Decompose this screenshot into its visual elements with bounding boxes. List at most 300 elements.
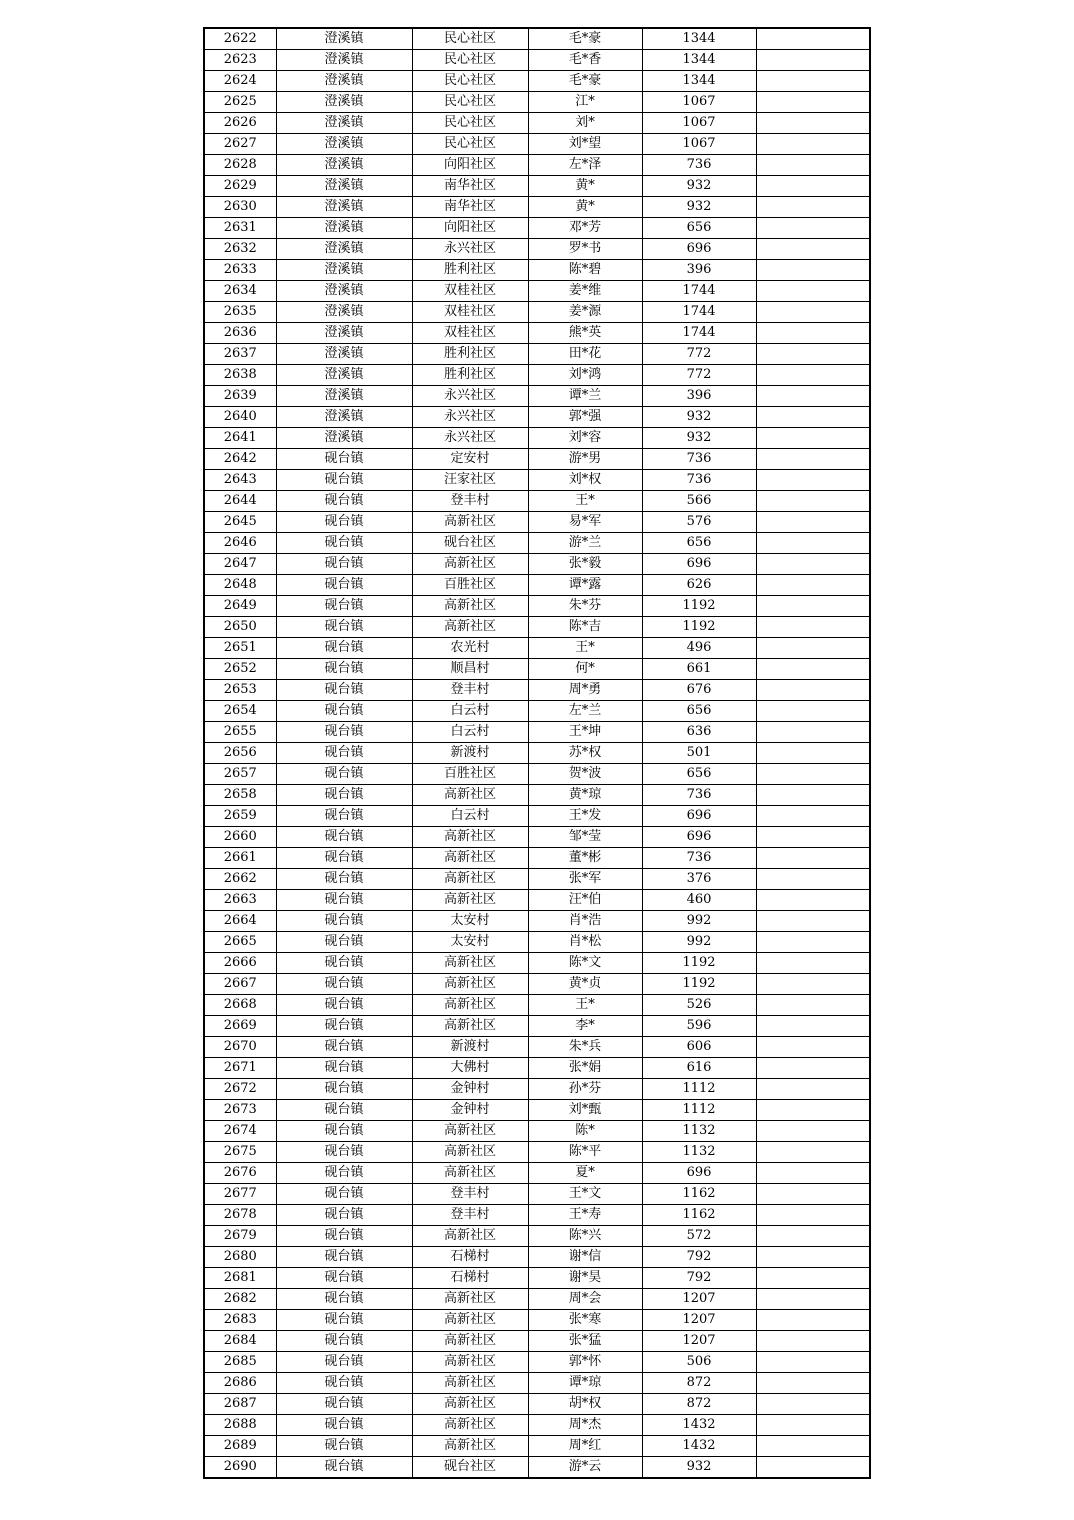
name-cell: 张*寒 — [528, 1310, 642, 1331]
row-number-cell: 2651 — [204, 638, 276, 659]
town-cell: 砚台镇 — [276, 1037, 412, 1058]
row-number-cell: 2623 — [204, 50, 276, 71]
name-cell: 郭*怀 — [528, 1352, 642, 1373]
amount-cell: 656 — [642, 533, 756, 554]
amount-cell: 792 — [642, 1247, 756, 1268]
note-cell — [756, 260, 870, 281]
name-cell: 谭*琼 — [528, 1373, 642, 1394]
table-row — [204, 28, 870, 50]
amount-cell: 932 — [642, 176, 756, 197]
town-cell: 澄溪镇 — [276, 302, 412, 323]
amount-cell: 496 — [642, 638, 756, 659]
amount-cell: 576 — [642, 512, 756, 533]
note-cell — [756, 176, 870, 197]
note-cell — [756, 1163, 870, 1184]
community-cell: 高新社区 — [412, 1373, 528, 1394]
community-cell: 高新社区 — [412, 596, 528, 617]
amount-cell: 932 — [642, 197, 756, 218]
table-row — [204, 155, 870, 176]
amount-cell: 596 — [642, 1016, 756, 1037]
note-cell — [756, 890, 870, 911]
table-row — [204, 1268, 870, 1289]
community-cell: 农光村 — [412, 638, 528, 659]
table-row — [204, 1100, 870, 1121]
amount-cell: 1432 — [642, 1436, 756, 1457]
table-row — [204, 1163, 870, 1184]
note-cell — [756, 365, 870, 386]
community-cell: 新渡村 — [412, 743, 528, 764]
town-cell: 澄溪镇 — [276, 113, 412, 134]
name-cell: 陈*文 — [528, 953, 642, 974]
note-cell — [756, 1226, 870, 1247]
community-cell: 向阳社区 — [412, 218, 528, 239]
name-cell: 邹*莹 — [528, 827, 642, 848]
name-cell: 董*彬 — [528, 848, 642, 869]
town-cell: 澄溪镇 — [276, 28, 412, 50]
note-cell — [756, 659, 870, 680]
town-cell: 澄溪镇 — [276, 260, 412, 281]
amount-cell: 1432 — [642, 1415, 756, 1436]
row-number-cell: 2653 — [204, 680, 276, 701]
name-cell: 毛*豪 — [528, 71, 642, 92]
amount-cell: 626 — [642, 575, 756, 596]
table-row — [204, 386, 870, 407]
name-cell: 朱*芬 — [528, 596, 642, 617]
table-row — [204, 1121, 870, 1142]
town-cell: 澄溪镇 — [276, 197, 412, 218]
row-number-cell: 2661 — [204, 848, 276, 869]
amount-cell: 1192 — [642, 974, 756, 995]
note-cell — [756, 638, 870, 659]
note-cell — [756, 28, 870, 50]
community-cell: 新渡村 — [412, 1037, 528, 1058]
table-row — [204, 449, 870, 470]
amount-cell: 1192 — [642, 953, 756, 974]
town-cell: 澄溪镇 — [276, 386, 412, 407]
table-row — [204, 1415, 870, 1436]
name-cell: 张*军 — [528, 869, 642, 890]
note-cell — [756, 1058, 870, 1079]
note-cell — [756, 554, 870, 575]
name-cell: 苏*权 — [528, 743, 642, 764]
row-number-cell: 2685 — [204, 1352, 276, 1373]
name-cell: 江* — [528, 92, 642, 113]
note-cell — [756, 281, 870, 302]
community-cell: 民心社区 — [412, 113, 528, 134]
name-cell: 罗*书 — [528, 239, 642, 260]
table-row — [204, 1247, 870, 1268]
note-cell — [756, 995, 870, 1016]
row-number-cell: 2687 — [204, 1394, 276, 1415]
table-row — [204, 1205, 870, 1226]
amount-cell: 1162 — [642, 1205, 756, 1226]
name-cell: 陈*吉 — [528, 617, 642, 638]
table-row — [204, 260, 870, 281]
table-row — [204, 92, 870, 113]
town-cell: 澄溪镇 — [276, 365, 412, 386]
name-cell: 游*男 — [528, 449, 642, 470]
row-number-cell: 2644 — [204, 491, 276, 512]
town-cell: 砚台镇 — [276, 1436, 412, 1457]
note-cell — [756, 1352, 870, 1373]
name-cell: 郭*强 — [528, 407, 642, 428]
table-row — [204, 869, 870, 890]
note-cell — [756, 113, 870, 134]
amount-cell: 1207 — [642, 1310, 756, 1331]
town-cell: 砚台镇 — [276, 995, 412, 1016]
table-row — [204, 659, 870, 680]
note-cell — [756, 92, 870, 113]
row-number-cell: 2637 — [204, 344, 276, 365]
row-number-cell: 2652 — [204, 659, 276, 680]
community-cell: 高新社区 — [412, 785, 528, 806]
row-number-cell: 2636 — [204, 323, 276, 344]
row-number-cell: 2672 — [204, 1079, 276, 1100]
community-cell: 石梯村 — [412, 1247, 528, 1268]
note-cell — [756, 386, 870, 407]
row-number-cell: 2690 — [204, 1457, 276, 1479]
note-cell — [756, 575, 870, 596]
town-cell: 砚台镇 — [276, 1058, 412, 1079]
community-cell: 高新社区 — [412, 1310, 528, 1331]
community-cell: 高新社区 — [412, 827, 528, 848]
table-row — [204, 554, 870, 575]
town-cell: 砚台镇 — [276, 1331, 412, 1352]
note-cell — [756, 533, 870, 554]
community-cell: 登丰村 — [412, 1205, 528, 1226]
amount-cell: 1162 — [642, 1184, 756, 1205]
name-cell: 王*文 — [528, 1184, 642, 1205]
table-row — [204, 974, 870, 995]
community-cell: 民心社区 — [412, 50, 528, 71]
community-cell: 胜利社区 — [412, 365, 528, 386]
table-row — [204, 323, 870, 344]
note-cell — [756, 1079, 870, 1100]
town-cell: 澄溪镇 — [276, 71, 412, 92]
amount-cell: 501 — [642, 743, 756, 764]
community-cell: 永兴社区 — [412, 386, 528, 407]
name-cell: 熊*英 — [528, 323, 642, 344]
town-cell: 砚台镇 — [276, 701, 412, 722]
note-cell — [756, 407, 870, 428]
town-cell: 砚台镇 — [276, 848, 412, 869]
name-cell: 邓*芳 — [528, 218, 642, 239]
community-cell: 高新社区 — [412, 1226, 528, 1247]
amount-cell: 1344 — [642, 50, 756, 71]
community-cell: 百胜社区 — [412, 575, 528, 596]
name-cell: 黄* — [528, 197, 642, 218]
amount-cell: 932 — [642, 407, 756, 428]
community-cell: 高新社区 — [412, 1289, 528, 1310]
name-cell: 黄* — [528, 176, 642, 197]
town-cell: 砚台镇 — [276, 554, 412, 575]
note-cell — [756, 1205, 870, 1226]
community-cell: 高新社区 — [412, 869, 528, 890]
note-cell — [756, 197, 870, 218]
community-cell: 高新社区 — [412, 1163, 528, 1184]
note-cell — [756, 134, 870, 155]
town-cell: 砚台镇 — [276, 1373, 412, 1394]
row-number-cell: 2681 — [204, 1268, 276, 1289]
row-number-cell: 2643 — [204, 470, 276, 491]
amount-cell: 1207 — [642, 1331, 756, 1352]
table-row — [204, 1142, 870, 1163]
note-cell — [756, 911, 870, 932]
row-number-cell: 2629 — [204, 176, 276, 197]
name-cell: 谢*昊 — [528, 1268, 642, 1289]
town-cell: 砚台镇 — [276, 1457, 412, 1479]
community-cell: 高新社区 — [412, 1415, 528, 1436]
note-cell — [756, 449, 870, 470]
name-cell: 刘* — [528, 113, 642, 134]
row-number-cell: 2635 — [204, 302, 276, 323]
name-cell: 黄*琼 — [528, 785, 642, 806]
note-cell — [756, 1016, 870, 1037]
note-cell — [756, 743, 870, 764]
table-row — [204, 722, 870, 743]
amount-cell: 772 — [642, 365, 756, 386]
table-row — [204, 827, 870, 848]
table-row — [204, 848, 870, 869]
note-cell — [756, 680, 870, 701]
amount-cell: 696 — [642, 554, 756, 575]
town-cell: 砚台镇 — [276, 659, 412, 680]
name-cell: 左*兰 — [528, 701, 642, 722]
note-cell — [756, 869, 870, 890]
town-cell: 砚台镇 — [276, 869, 412, 890]
community-cell: 百胜社区 — [412, 764, 528, 785]
table-row — [204, 470, 870, 491]
town-cell: 澄溪镇 — [276, 50, 412, 71]
row-number-cell: 2679 — [204, 1226, 276, 1247]
row-number-cell: 2684 — [204, 1331, 276, 1352]
town-cell: 砚台镇 — [276, 638, 412, 659]
table-row — [204, 71, 870, 92]
town-cell: 砚台镇 — [276, 1121, 412, 1142]
community-cell: 高新社区 — [412, 953, 528, 974]
table-row — [204, 176, 870, 197]
town-cell: 澄溪镇 — [276, 428, 412, 449]
note-cell — [756, 512, 870, 533]
row-number-cell: 2677 — [204, 1184, 276, 1205]
amount-cell: 656 — [642, 218, 756, 239]
community-cell: 民心社区 — [412, 71, 528, 92]
table-row — [204, 1184, 870, 1205]
community-cell: 高新社区 — [412, 890, 528, 911]
name-cell: 张*毅 — [528, 554, 642, 575]
amount-cell: 1744 — [642, 302, 756, 323]
amount-cell: 1132 — [642, 1142, 756, 1163]
amount-cell: 736 — [642, 785, 756, 806]
table-row — [204, 197, 870, 218]
community-cell: 民心社区 — [412, 28, 528, 50]
name-cell: 刘*权 — [528, 470, 642, 491]
town-cell: 砚台镇 — [276, 1394, 412, 1415]
data-table — [203, 27, 871, 1479]
town-cell: 砚台镇 — [276, 911, 412, 932]
name-cell: 谢*信 — [528, 1247, 642, 1268]
table-row — [204, 1436, 870, 1457]
note-cell — [756, 827, 870, 848]
row-number-cell: 2638 — [204, 365, 276, 386]
amount-cell: 1344 — [642, 71, 756, 92]
name-cell: 刘*容 — [528, 428, 642, 449]
table-row — [204, 302, 870, 323]
row-number-cell: 2633 — [204, 260, 276, 281]
name-cell: 姜*维 — [528, 281, 642, 302]
community-cell: 高新社区 — [412, 974, 528, 995]
row-number-cell: 2654 — [204, 701, 276, 722]
town-cell: 澄溪镇 — [276, 323, 412, 344]
community-cell: 双桂社区 — [412, 302, 528, 323]
name-cell: 张*娟 — [528, 1058, 642, 1079]
community-cell: 高新社区 — [412, 554, 528, 575]
row-number-cell: 2659 — [204, 806, 276, 827]
row-number-cell: 2686 — [204, 1373, 276, 1394]
town-cell: 砚台镇 — [276, 722, 412, 743]
name-cell: 肖*松 — [528, 932, 642, 953]
table-body — [204, 28, 870, 1478]
row-number-cell: 2657 — [204, 764, 276, 785]
row-number-cell: 2645 — [204, 512, 276, 533]
town-cell: 砚台镇 — [276, 512, 412, 533]
amount-cell: 872 — [642, 1373, 756, 1394]
table-row — [204, 596, 870, 617]
amount-cell: 1192 — [642, 596, 756, 617]
town-cell: 砚台镇 — [276, 743, 412, 764]
community-cell: 民心社区 — [412, 134, 528, 155]
town-cell: 砚台镇 — [276, 1184, 412, 1205]
community-cell: 白云村 — [412, 701, 528, 722]
row-number-cell: 2622 — [204, 28, 276, 50]
row-number-cell: 2647 — [204, 554, 276, 575]
town-cell: 砚台镇 — [276, 1289, 412, 1310]
row-number-cell: 2641 — [204, 428, 276, 449]
note-cell — [756, 323, 870, 344]
name-cell: 周*勇 — [528, 680, 642, 701]
town-cell: 砚台镇 — [276, 1205, 412, 1226]
community-cell: 登丰村 — [412, 680, 528, 701]
row-number-cell: 2627 — [204, 134, 276, 155]
name-cell: 夏* — [528, 1163, 642, 1184]
name-cell: 毛*豪 — [528, 28, 642, 50]
row-number-cell: 2649 — [204, 596, 276, 617]
amount-cell: 696 — [642, 239, 756, 260]
name-cell: 刘*望 — [528, 134, 642, 155]
table-row — [204, 1310, 870, 1331]
community-cell: 南华社区 — [412, 197, 528, 218]
row-number-cell: 2689 — [204, 1436, 276, 1457]
note-cell — [756, 1289, 870, 1310]
row-number-cell: 2650 — [204, 617, 276, 638]
row-number-cell: 2640 — [204, 407, 276, 428]
row-number-cell: 2688 — [204, 1415, 276, 1436]
community-cell: 高新社区 — [412, 1016, 528, 1037]
row-number-cell: 2680 — [204, 1247, 276, 1268]
town-cell: 砚台镇 — [276, 827, 412, 848]
row-number-cell: 2678 — [204, 1205, 276, 1226]
note-cell — [756, 806, 870, 827]
row-number-cell: 2625 — [204, 92, 276, 113]
amount-cell: 572 — [642, 1226, 756, 1247]
amount-cell: 616 — [642, 1058, 756, 1079]
amount-cell: 656 — [642, 764, 756, 785]
name-cell: 田*花 — [528, 344, 642, 365]
town-cell: 砚台镇 — [276, 890, 412, 911]
note-cell — [756, 1037, 870, 1058]
row-number-cell: 2658 — [204, 785, 276, 806]
row-number-cell: 2648 — [204, 575, 276, 596]
town-cell: 澄溪镇 — [276, 134, 412, 155]
name-cell: 李* — [528, 1016, 642, 1037]
name-cell: 陈*兴 — [528, 1226, 642, 1247]
amount-cell: 376 — [642, 869, 756, 890]
community-cell: 金钟村 — [412, 1100, 528, 1121]
table-row — [204, 680, 870, 701]
name-cell: 王* — [528, 995, 642, 1016]
community-cell: 胜利社区 — [412, 344, 528, 365]
amount-cell: 696 — [642, 827, 756, 848]
note-cell — [756, 617, 870, 638]
table-row — [204, 932, 870, 953]
community-cell: 高新社区 — [412, 617, 528, 638]
town-cell: 砚台镇 — [276, 1415, 412, 1436]
amount-cell: 1207 — [642, 1289, 756, 1310]
amount-cell: 506 — [642, 1352, 756, 1373]
name-cell: 贺*波 — [528, 764, 642, 785]
row-number-cell: 2668 — [204, 995, 276, 1016]
row-number-cell: 2655 — [204, 722, 276, 743]
note-cell — [756, 470, 870, 491]
note-cell — [756, 1394, 870, 1415]
note-cell — [756, 1247, 870, 1268]
community-cell: 汪家社区 — [412, 470, 528, 491]
community-cell: 高新社区 — [412, 1394, 528, 1415]
row-number-cell: 2683 — [204, 1310, 276, 1331]
community-cell: 双桂社区 — [412, 281, 528, 302]
town-cell: 澄溪镇 — [276, 176, 412, 197]
amount-cell: 932 — [642, 1457, 756, 1479]
name-cell: 谭*露 — [528, 575, 642, 596]
table-row — [204, 1373, 870, 1394]
table-row — [204, 1289, 870, 1310]
row-number-cell: 2673 — [204, 1100, 276, 1121]
name-cell: 刘*鸿 — [528, 365, 642, 386]
amount-cell: 676 — [642, 680, 756, 701]
community-cell: 高新社区 — [412, 1142, 528, 1163]
table-row — [204, 911, 870, 932]
note-cell — [756, 932, 870, 953]
note-cell — [756, 1310, 870, 1331]
amount-cell: 656 — [642, 701, 756, 722]
row-number-cell: 2662 — [204, 869, 276, 890]
amount-cell: 1112 — [642, 1100, 756, 1121]
town-cell: 砚台镇 — [276, 1247, 412, 1268]
town-cell: 砚台镇 — [276, 1142, 412, 1163]
note-cell — [756, 344, 870, 365]
table-row — [204, 1058, 870, 1079]
row-number-cell: 2626 — [204, 113, 276, 134]
name-cell: 姜*源 — [528, 302, 642, 323]
town-cell: 砚台镇 — [276, 1352, 412, 1373]
amount-cell: 736 — [642, 470, 756, 491]
row-number-cell: 2631 — [204, 218, 276, 239]
name-cell: 黄*贞 — [528, 974, 642, 995]
community-cell: 永兴社区 — [412, 428, 528, 449]
amount-cell: 1744 — [642, 281, 756, 302]
table-row — [204, 1331, 870, 1352]
amount-cell: 396 — [642, 386, 756, 407]
